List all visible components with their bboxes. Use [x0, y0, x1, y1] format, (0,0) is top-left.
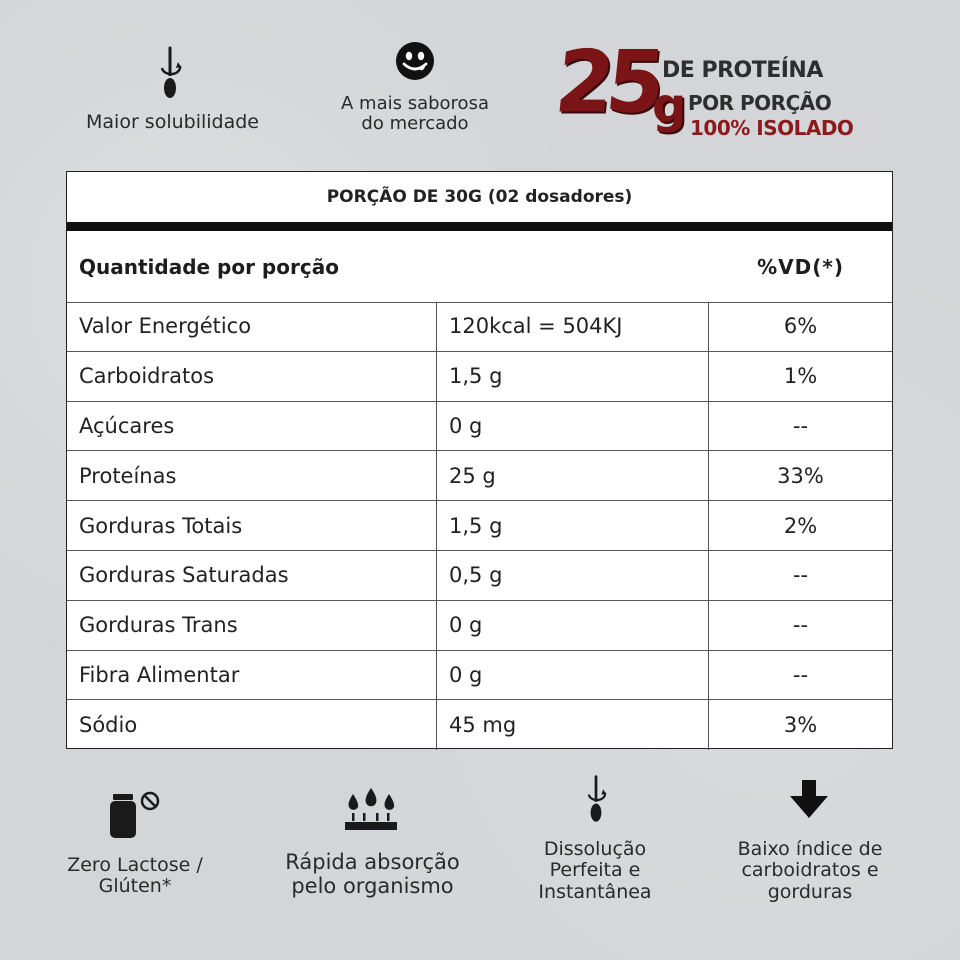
- feature-solubility-label: Maior solubilidade: [86, 111, 259, 133]
- nutrient-vd: --: [792, 613, 809, 638]
- feature-flavor-line-1: A mais saborosa: [341, 93, 489, 114]
- nutrient-amount: 0 g: [437, 601, 709, 650]
- nutrient-name: Açúcares: [67, 402, 437, 451]
- feature-low-carb-label: [710, 839, 910, 903]
- nutrient-vd: --: [792, 413, 809, 438]
- portion-title: PORÇÃO DE 30G (02 dosadores): [326, 187, 633, 207]
- nutrient-vd: 6%: [783, 314, 818, 339]
- protein-number: 25: [550, 32, 663, 132]
- table-row: [67, 601, 892, 651]
- spoon-dissolve-icon: [578, 774, 614, 826]
- table-row: [67, 700, 892, 750]
- protein-line-1: DE PROTEÍNA: [662, 58, 823, 83]
- table-row: [67, 402, 892, 452]
- nutrient-name: Proteínas: [67, 451, 437, 500]
- nutrient-vd: 3%: [783, 713, 818, 738]
- nutrient-vd: --: [792, 662, 809, 687]
- feature-zero-lactose-line-1: Zero Lactose /: [67, 854, 203, 876]
- protein-unit: g: [652, 78, 687, 134]
- nutrient-name: Carboidratos: [67, 352, 437, 401]
- feature-dissolution-line-3: Instantânea: [538, 880, 652, 903]
- nutrient-vd: --: [792, 563, 809, 588]
- nutrient-amount: 1,5 g: [437, 501, 709, 550]
- drops-absorption-icon: [343, 786, 399, 832]
- feature-absorption-line-1: Rápida absorção: [285, 850, 460, 874]
- feature-absorption-line-2: pelo organismo: [291, 873, 454, 898]
- header-vd: %VD(*): [757, 254, 844, 279]
- table-row: [67, 302, 892, 352]
- table-header-row: [67, 231, 892, 303]
- nutrient-name: Fibra Alimentar: [67, 651, 437, 700]
- jar-no-icon: [108, 790, 164, 840]
- nutrient-name: Gorduras Saturadas: [67, 551, 437, 600]
- nutrient-amount: 1,5 g: [437, 352, 709, 401]
- feature-low-carb-line-3: gorduras: [767, 880, 853, 903]
- table-row: [67, 651, 892, 701]
- table-body: [67, 302, 892, 750]
- protein-line-3: 100% ISOLADO: [690, 116, 854, 140]
- header-quantity: Quantidade por porção: [79, 254, 339, 279]
- arrow-down-icon: [788, 778, 830, 820]
- protein-line-2: POR PORÇÃO: [688, 91, 832, 115]
- feature-low-carb-line-2: carboidratos e: [741, 859, 879, 882]
- nutrient-vd: 1%: [783, 364, 818, 389]
- feature-zero-lactose-label: [40, 855, 230, 898]
- nutrient-amount: 0 g: [437, 651, 709, 700]
- table-divider: [67, 222, 892, 231]
- nutrient-name: Valor Energético: [67, 302, 437, 351]
- feature-flavor-label: [310, 94, 520, 134]
- nutrient-amount: 25 g: [437, 451, 709, 500]
- nutrient-name: Sódio: [67, 700, 437, 750]
- nutrient-name: Gorduras Totais: [67, 501, 437, 550]
- feature-zero-lactose-line-2: Glúten*: [98, 875, 172, 898]
- table-row: [67, 501, 892, 551]
- table-row: [67, 551, 892, 601]
- feature-low-carb-line-1: Baixo índice de: [737, 838, 883, 860]
- spoon-dissolve-icon: [150, 46, 190, 102]
- nutrition-table: [66, 171, 893, 749]
- feature-dissolution-line-1: Dissolução: [543, 838, 647, 860]
- table-row: [67, 352, 892, 402]
- nutrient-amount: 45 mg: [437, 700, 709, 750]
- nutrient-amount: 0 g: [437, 402, 709, 451]
- feature-absorption-label: [255, 851, 490, 898]
- nutrient-amount: 0,5 g: [437, 551, 709, 600]
- feature-dissolution-line-2: Perfeita e: [549, 859, 641, 882]
- smiley-tongue-icon: [394, 40, 436, 82]
- feature-flavor-line-2: do mercado: [361, 113, 469, 135]
- nutrient-vd: 2%: [783, 513, 818, 538]
- feature-dissolution-label: [500, 839, 690, 903]
- nutrient-vd: 33%: [777, 463, 824, 488]
- nutrient-name: Gorduras Trans: [67, 601, 437, 650]
- nutrient-amount: 120kcal = 504KJ: [437, 302, 709, 351]
- table-row: [67, 451, 892, 501]
